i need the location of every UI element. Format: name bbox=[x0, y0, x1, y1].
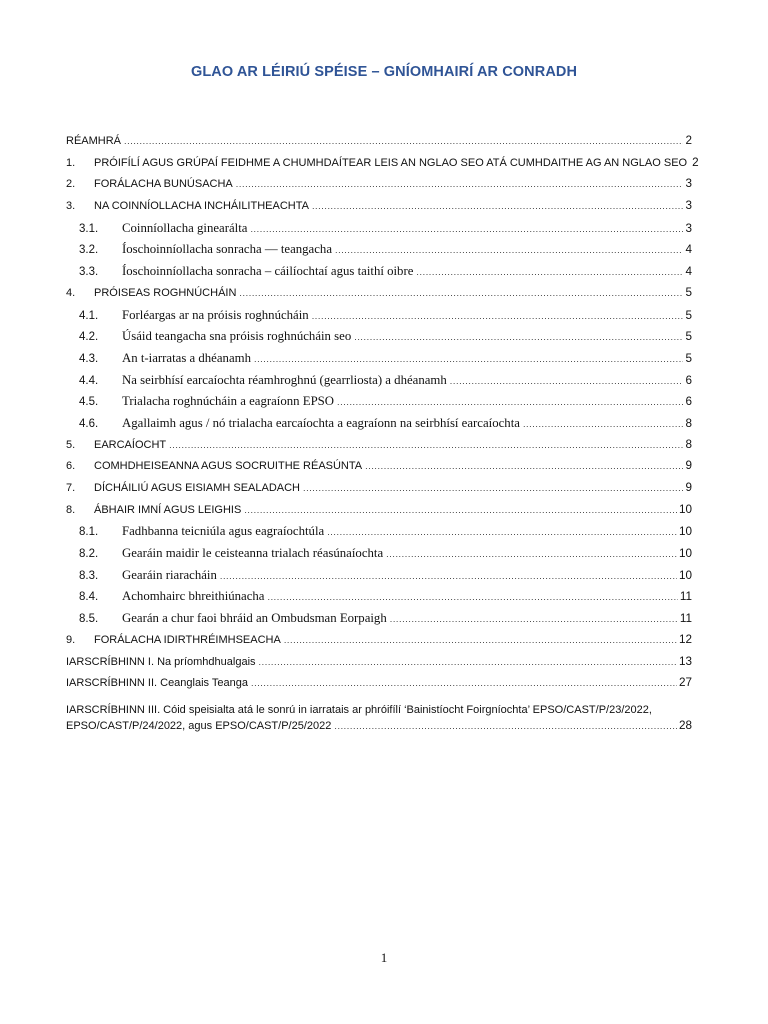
toc-entry-text: Gearáin maidir le ceisteanna trialach réasúnaíochta bbox=[122, 546, 384, 561]
toc-entry[interactable] bbox=[66, 242, 692, 264]
toc-page-number: 5 bbox=[685, 308, 692, 322]
toc-page-number: 8 bbox=[685, 437, 692, 451]
toc-leader-dots bbox=[239, 288, 683, 298]
toc-leader-dots bbox=[416, 267, 683, 277]
toc-page-number: 10 bbox=[678, 568, 692, 582]
toc-entry[interactable] bbox=[66, 286, 692, 308]
toc-entry-number: 3.1. bbox=[79, 222, 99, 235]
toc-entry[interactable] bbox=[66, 655, 692, 677]
toc-entry-text: PRÓISEAS ROGHNÚCHÁIN bbox=[94, 286, 237, 299]
toc-leader-dots bbox=[124, 136, 683, 146]
toc-entry-number: 8.4. bbox=[79, 591, 99, 604]
toc-entry-number: 3. bbox=[66, 200, 76, 213]
toc-entry-number: 8.1. bbox=[79, 526, 99, 539]
toc-entry[interactable] bbox=[66, 373, 692, 395]
toc-page-number: 10 bbox=[678, 502, 692, 516]
toc-entry[interactable] bbox=[66, 676, 692, 698]
toc-leader-dots bbox=[236, 179, 684, 189]
toc-entry[interactable] bbox=[66, 329, 692, 351]
toc-entry-number: 1. bbox=[66, 156, 76, 169]
toc-leader-dots bbox=[303, 483, 683, 493]
toc-entry[interactable] bbox=[66, 394, 692, 416]
toc-entry-text: Trialacha roghnúcháin a eagraíonn EPSO bbox=[122, 394, 335, 409]
toc-entry[interactable] bbox=[66, 524, 692, 546]
toc-leader-dots bbox=[244, 505, 677, 515]
toc-leader-dots bbox=[312, 311, 684, 321]
toc-entry[interactable] bbox=[66, 199, 692, 221]
document-title: GLAO AR LÉIRIÚ SPÉISE – GNÍOMHAIRÍ AR CONRADH bbox=[190, 64, 578, 80]
toc-entry[interactable] bbox=[66, 177, 692, 199]
toc-entry-number: 8.2. bbox=[79, 548, 99, 561]
toc-entry-number: 3.2. bbox=[79, 244, 99, 257]
toc-page-number: 2 bbox=[685, 134, 692, 147]
toc-entry-text: Na seirbhísí earcaíochta réamhroghnú (gearrliosta) a dhéanamh bbox=[122, 372, 447, 387]
toc-entry[interactable] bbox=[66, 459, 692, 481]
toc-entry-number: 6. bbox=[66, 460, 76, 473]
toc-entry-text: Coinníollacha ginearálta bbox=[122, 220, 248, 235]
toc-page-number: 2 bbox=[692, 155, 699, 169]
toc-page-number: 5 bbox=[685, 351, 692, 365]
toc-entry-number: 4.6. bbox=[79, 417, 99, 430]
toc-entry-text: Forléargas ar na próisis roghnúcháin bbox=[122, 307, 309, 322]
toc-entry-text: DÍCHÁILIÚ AGUS EISIAMH SEALADACH bbox=[94, 482, 300, 494]
toc-entry-number: 5. bbox=[66, 438, 76, 451]
toc-leader-dots bbox=[259, 657, 677, 667]
toc-entry-line2 bbox=[66, 718, 692, 734]
toc-rows bbox=[66, 134, 699, 698]
toc-entry[interactable] bbox=[66, 351, 692, 373]
toc-page-number: 5 bbox=[685, 285, 692, 299]
toc-entry-text: ÁBHAIR IMNÍ AGUS LEIGHIS bbox=[94, 503, 242, 516]
toc-leader-dots bbox=[251, 678, 677, 688]
toc-entry-number: 8.3. bbox=[79, 569, 99, 582]
toc-leader-dots bbox=[334, 718, 677, 734]
toc-entry-number: 4.4. bbox=[79, 374, 99, 387]
toc-page-number: 27 bbox=[678, 676, 692, 690]
toc-entry-text: Íoschoinníollacha sonracha – cáilíochtaí agus taithí oibre bbox=[122, 264, 414, 279]
toc-page-number: 4 bbox=[685, 243, 692, 257]
toc-entry-text: NA COINNÍOLLACHA INCHÁILITHEACHTA bbox=[94, 200, 309, 213]
toc-leader-dots bbox=[267, 592, 677, 602]
toc-leader-dots bbox=[390, 614, 678, 624]
toc-page-number: 13 bbox=[678, 654, 692, 668]
toc-page-number: 12 bbox=[678, 632, 692, 646]
toc-page-number: 6 bbox=[685, 395, 692, 409]
toc-entry-text: EARCAÍOCHT bbox=[94, 438, 167, 451]
toc-leader-dots bbox=[450, 376, 684, 386]
toc-leader-dots bbox=[386, 549, 677, 559]
toc-page-number: 9 bbox=[685, 459, 692, 473]
toc-leader-dots bbox=[250, 224, 683, 234]
toc-entry[interactable] bbox=[66, 221, 692, 243]
toc-page-number: 6 bbox=[685, 373, 692, 387]
toc-page-number: 3 bbox=[685, 221, 692, 235]
toc-entry[interactable] bbox=[66, 438, 692, 460]
toc-entry-text: PRÓIFÍLÍ AGUS GRÚPAÍ FEIDHME A CHUMHDAÍTEAR LEIS AN NGLAO SEO ATÁ CUMHDAITHE AG AN NGLAO SEO bbox=[94, 156, 688, 169]
toc-page-number: 4 bbox=[685, 265, 692, 279]
toc-entry-text: IARSCRÍBHINN I. Na príomhdhualgais bbox=[66, 655, 256, 668]
toc-page-number: 5 bbox=[685, 330, 692, 344]
toc-page-number: 3 bbox=[685, 177, 692, 191]
toc-page-number: 11 bbox=[679, 590, 692, 604]
toc-entry-text: IARSCRÍBHINN II. Ceanglais Teanga bbox=[66, 677, 248, 690]
toc-entry-text-line1: IARSCRÍBHINN III. Cóid speisialta atá le sonrú in iarratais ar phróifílí ‘Bainistíocht Foirgníochta’ EPSO/CAST/P/23/2022, bbox=[66, 703, 652, 716]
toc-leader-dots bbox=[169, 440, 683, 450]
toc-entry[interactable] bbox=[66, 264, 692, 286]
toc-page-number: 28 bbox=[678, 718, 692, 732]
toc-entry-number: 4.1. bbox=[79, 309, 99, 322]
toc-entry[interactable] bbox=[66, 134, 692, 156]
toc-entry-number: 3.3. bbox=[79, 266, 99, 279]
toc-page-number: 8 bbox=[685, 416, 692, 430]
toc-entry-text: COMHDHEISEANNA AGUS SOCRUITHE RÉASÚNTA bbox=[94, 460, 363, 473]
toc-entry[interactable] bbox=[66, 308, 692, 330]
toc-entry-number: 4.2. bbox=[79, 331, 99, 344]
toc-entry-number: 7. bbox=[66, 482, 76, 494]
toc-leader-dots bbox=[254, 354, 684, 364]
toc-page-number: 10 bbox=[678, 525, 692, 539]
toc-page-number: 11 bbox=[679, 612, 692, 626]
toc-entry[interactable] bbox=[66, 416, 692, 438]
toc-leader-dots bbox=[335, 245, 683, 255]
toc-entry-text: An t-iarratas a dhéanamh bbox=[122, 350, 251, 365]
toc-entry-number: 9. bbox=[66, 633, 76, 646]
toc-leader-dots bbox=[327, 527, 677, 537]
toc-entry-text: Agallaimh agus / nó trialacha earcaíochta a eagraíonn na seirbhísí earcaíochta bbox=[122, 415, 520, 430]
toc-leader-dots bbox=[365, 461, 683, 471]
toc-entry-text: Gearán a chur faoi bhráid an Ombudsman Eorpaigh bbox=[122, 611, 387, 626]
toc-entry[interactable] bbox=[66, 568, 692, 590]
toc-entry-text: FORÁLACHA IDIRTHRÉIMHSEACHA bbox=[94, 633, 281, 646]
toc-entry-text: Fadhbanna teicniúla agus eagraíochtúla bbox=[122, 524, 325, 539]
toc-page-number: 10 bbox=[678, 547, 692, 561]
toc-entry[interactable] bbox=[66, 481, 692, 503]
toc-entry-number: 4.5. bbox=[79, 396, 99, 409]
toc-entry-number: 4. bbox=[66, 286, 76, 299]
toc-entry[interactable] bbox=[66, 611, 692, 633]
toc-leader-dots bbox=[312, 201, 684, 211]
toc-leader-dots bbox=[523, 419, 684, 429]
toc-entry-number: 8.5. bbox=[79, 613, 99, 626]
toc-entry-number: 4.3. bbox=[79, 352, 99, 365]
toc-entry[interactable] bbox=[66, 155, 699, 178]
toc-entry-text: RÉAMHRÁ bbox=[66, 135, 122, 147]
toc-entry-text: Gearáin riaracháin bbox=[122, 567, 217, 582]
table-of-contents bbox=[66, 134, 699, 734]
toc-page-number: 3 bbox=[685, 199, 692, 213]
toc-entry-text-line2: EPSO/CAST/P/24/2022, agus EPSO/CAST/P/25/2022 bbox=[66, 719, 332, 732]
toc-page-number: 9 bbox=[685, 481, 692, 494]
toc-entry-number: 2. bbox=[66, 178, 76, 191]
toc-entry[interactable] bbox=[66, 589, 692, 611]
toc-entry-text: Achomhairc bhreithiúnacha bbox=[122, 589, 265, 604]
page-number: 1 bbox=[380, 950, 388, 965]
toc-entry[interactable] bbox=[66, 503, 692, 525]
toc-entry-text: Úsáid teangacha sna próisis roghnúcháin seo bbox=[122, 329, 352, 344]
toc-leader-dots bbox=[220, 571, 677, 581]
toc-entry[interactable] bbox=[66, 633, 692, 655]
toc-leader-dots bbox=[284, 635, 677, 645]
toc-entry-text: FORÁLACHA BUNÚSACHA bbox=[94, 178, 233, 191]
toc-leader-dots bbox=[354, 332, 683, 342]
toc-entry-annex-3[interactable] bbox=[66, 702, 692, 734]
toc-leader-dots bbox=[337, 397, 683, 407]
toc-entry-number: 8. bbox=[66, 503, 76, 516]
toc-entry[interactable] bbox=[66, 546, 692, 568]
toc-entry-text: Íoschoinníollacha sonracha — teangacha bbox=[122, 242, 332, 257]
